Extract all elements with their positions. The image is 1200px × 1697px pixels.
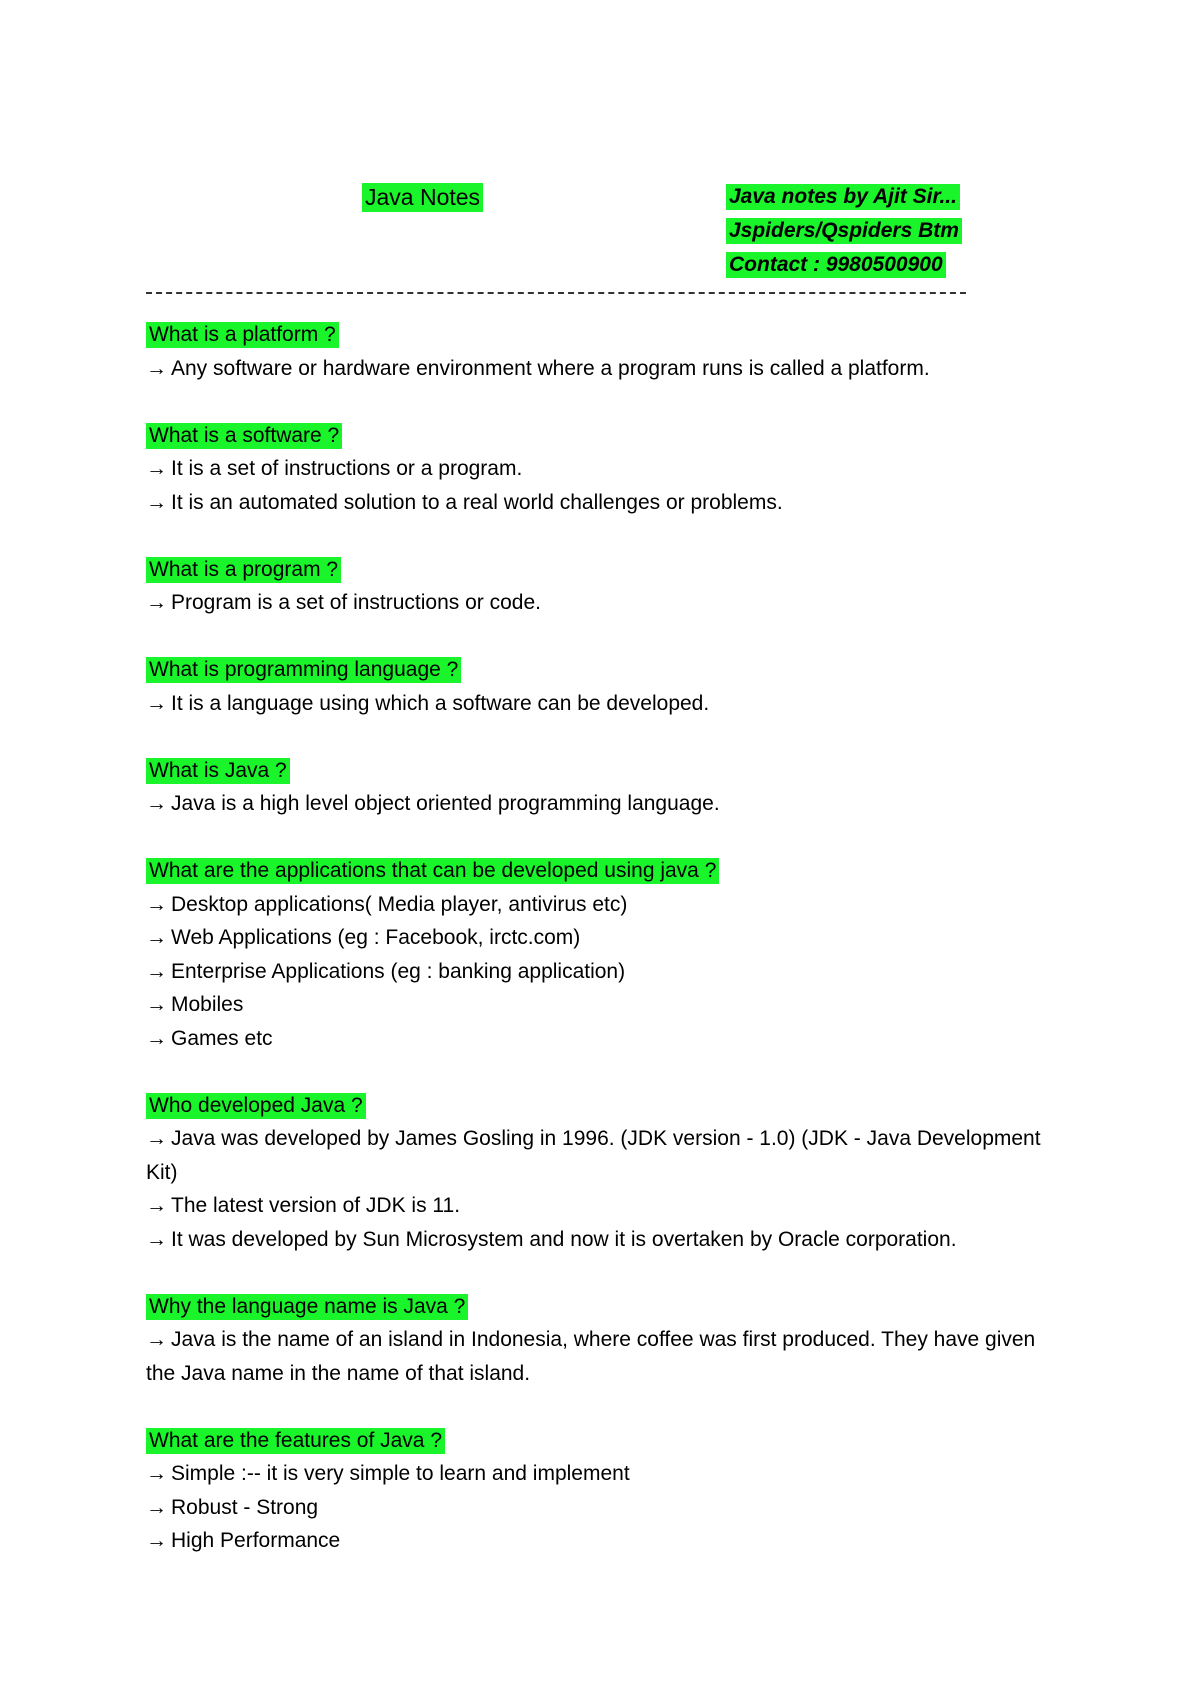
note-section: [146, 318, 1066, 385]
arrow-icon: →: [146, 490, 167, 514]
arrow-icon: →: [146, 792, 167, 815]
note-section: [146, 1424, 1066, 1558]
answer-text: Mobiles: [171, 993, 244, 1016]
answer-text: Enterprise Applications (eg : banking application): [171, 959, 626, 983]
answer-line: [146, 486, 1066, 520]
note-section: [146, 653, 1066, 720]
note-section: [146, 419, 1066, 520]
arrow-icon: →: [146, 1227, 167, 1251]
question-line: [146, 318, 1066, 352]
answer-text: It was developed by Sun Microsystem and now it is overtaken by Oracle corporation.: [171, 1227, 957, 1251]
arrow-icon: →: [146, 457, 167, 480]
answer-line: [146, 1457, 1066, 1491]
answer-line: [146, 1122, 1066, 1189]
answer-text: Desktop applications( Media player, antivirus etc): [171, 892, 628, 916]
question-line: [146, 653, 1066, 687]
answer-text: Games etc: [171, 1026, 273, 1050]
question-heading: What is a program ?: [146, 557, 341, 583]
question-heading: Who developed Java ?: [146, 1093, 366, 1119]
institute-text: Jspiders/Qspiders Btm: [726, 218, 962, 244]
answer-text: Program is a set of instructions or code.: [171, 591, 541, 614]
arrow-icon: →: [146, 1026, 167, 1050]
answer-line: [146, 955, 1066, 989]
answer-line: [146, 452, 1066, 486]
institute-line: [726, 216, 962, 250]
arrow-icon: →: [146, 1495, 167, 1519]
arrow-icon: →: [146, 691, 167, 715]
question-heading: What are the applications that can be developed using java ?: [146, 858, 719, 884]
notes-content: [146, 318, 1066, 1591]
answer-line: [146, 988, 1066, 1022]
note-section: [146, 553, 1066, 620]
arrow-icon: →: [146, 356, 167, 380]
note-section: [146, 754, 1066, 821]
answer-line: [146, 1223, 1066, 1257]
author-text: Java notes by Ajit Sir...: [726, 184, 960, 210]
answer-text: It is a language using which a software can be developed.: [171, 691, 710, 715]
answer-line: [146, 1189, 1066, 1223]
answer-line: [146, 921, 1066, 955]
question-heading: Why the language name is Java ?: [146, 1294, 468, 1320]
question-line: [146, 553, 1066, 587]
arrow-icon: →: [146, 926, 167, 949]
author-line: [726, 182, 962, 216]
answer-text: Any software or hardware environment where a program runs is called a platform.: [171, 356, 930, 380]
arrow-icon: →: [146, 591, 167, 614]
answer-text: Java is a high level object oriented programming language.: [171, 792, 720, 815]
document-title: [362, 182, 483, 212]
answer-text: Web Applications (eg : Facebook, irctc.com): [171, 926, 581, 949]
answer-text: Java was developed by James Gosling in 1996. (JDK version - 1.0) (JDK - Java Development Kit): [146, 1127, 1041, 1184]
answer-line: [146, 888, 1066, 922]
dashed-divider: [146, 292, 966, 294]
note-section: [146, 854, 1066, 1055]
question-heading: What is a software ?: [146, 423, 342, 449]
answer-text: High Performance: [171, 1529, 341, 1552]
answer-text: It is an automated solution to a real world challenges or problems.: [171, 490, 783, 514]
arrow-icon: →: [146, 892, 167, 916]
answer-line: [146, 1491, 1066, 1525]
arrow-icon: →: [146, 959, 167, 983]
question-line: [146, 419, 1066, 453]
answer-line: [146, 687, 1066, 721]
arrow-icon: →: [146, 1462, 167, 1485]
answer-line: [146, 586, 1066, 620]
arrow-icon: →: [146, 1127, 167, 1150]
question-heading: What is Java ?: [146, 758, 290, 784]
answer-text: Robust - Strong: [171, 1495, 319, 1519]
answer-text: Java is the name of an island in Indonesia, where coffee was first produced. They have given the Java name in the name of that island.: [146, 1328, 1036, 1385]
answer-line: [146, 1323, 1066, 1390]
question-line: [146, 854, 1066, 888]
question-line: [146, 1290, 1066, 1324]
contact-text: Contact : 9980500900: [726, 252, 946, 278]
document-title-text: Java Notes: [362, 183, 483, 212]
answer-text: Simple :-- it is very simple to learn and implement: [171, 1462, 630, 1485]
answer-line: [146, 352, 1066, 386]
answer-text: The latest version of JDK is 11.: [171, 1194, 461, 1217]
answer-line: [146, 1524, 1066, 1558]
question-heading: What are the features of Java ?: [146, 1428, 445, 1454]
note-section: [146, 1089, 1066, 1257]
arrow-icon: →: [146, 1328, 167, 1351]
note-section: [146, 1290, 1066, 1391]
arrow-icon: →: [146, 1529, 167, 1552]
question-heading: What is a platform ?: [146, 322, 339, 348]
question-line: [146, 1089, 1066, 1123]
arrow-icon: →: [146, 993, 167, 1016]
answer-text: It is a set of instructions or a program.: [171, 457, 523, 480]
question-line: [146, 1424, 1066, 1458]
question-line: [146, 754, 1066, 788]
arrow-icon: →: [146, 1194, 167, 1217]
answer-line: [146, 1022, 1066, 1056]
author-info: [726, 182, 962, 284]
contact-line: [726, 250, 962, 284]
question-heading: What is programming language ?: [146, 657, 461, 683]
answer-line: [146, 787, 1066, 821]
